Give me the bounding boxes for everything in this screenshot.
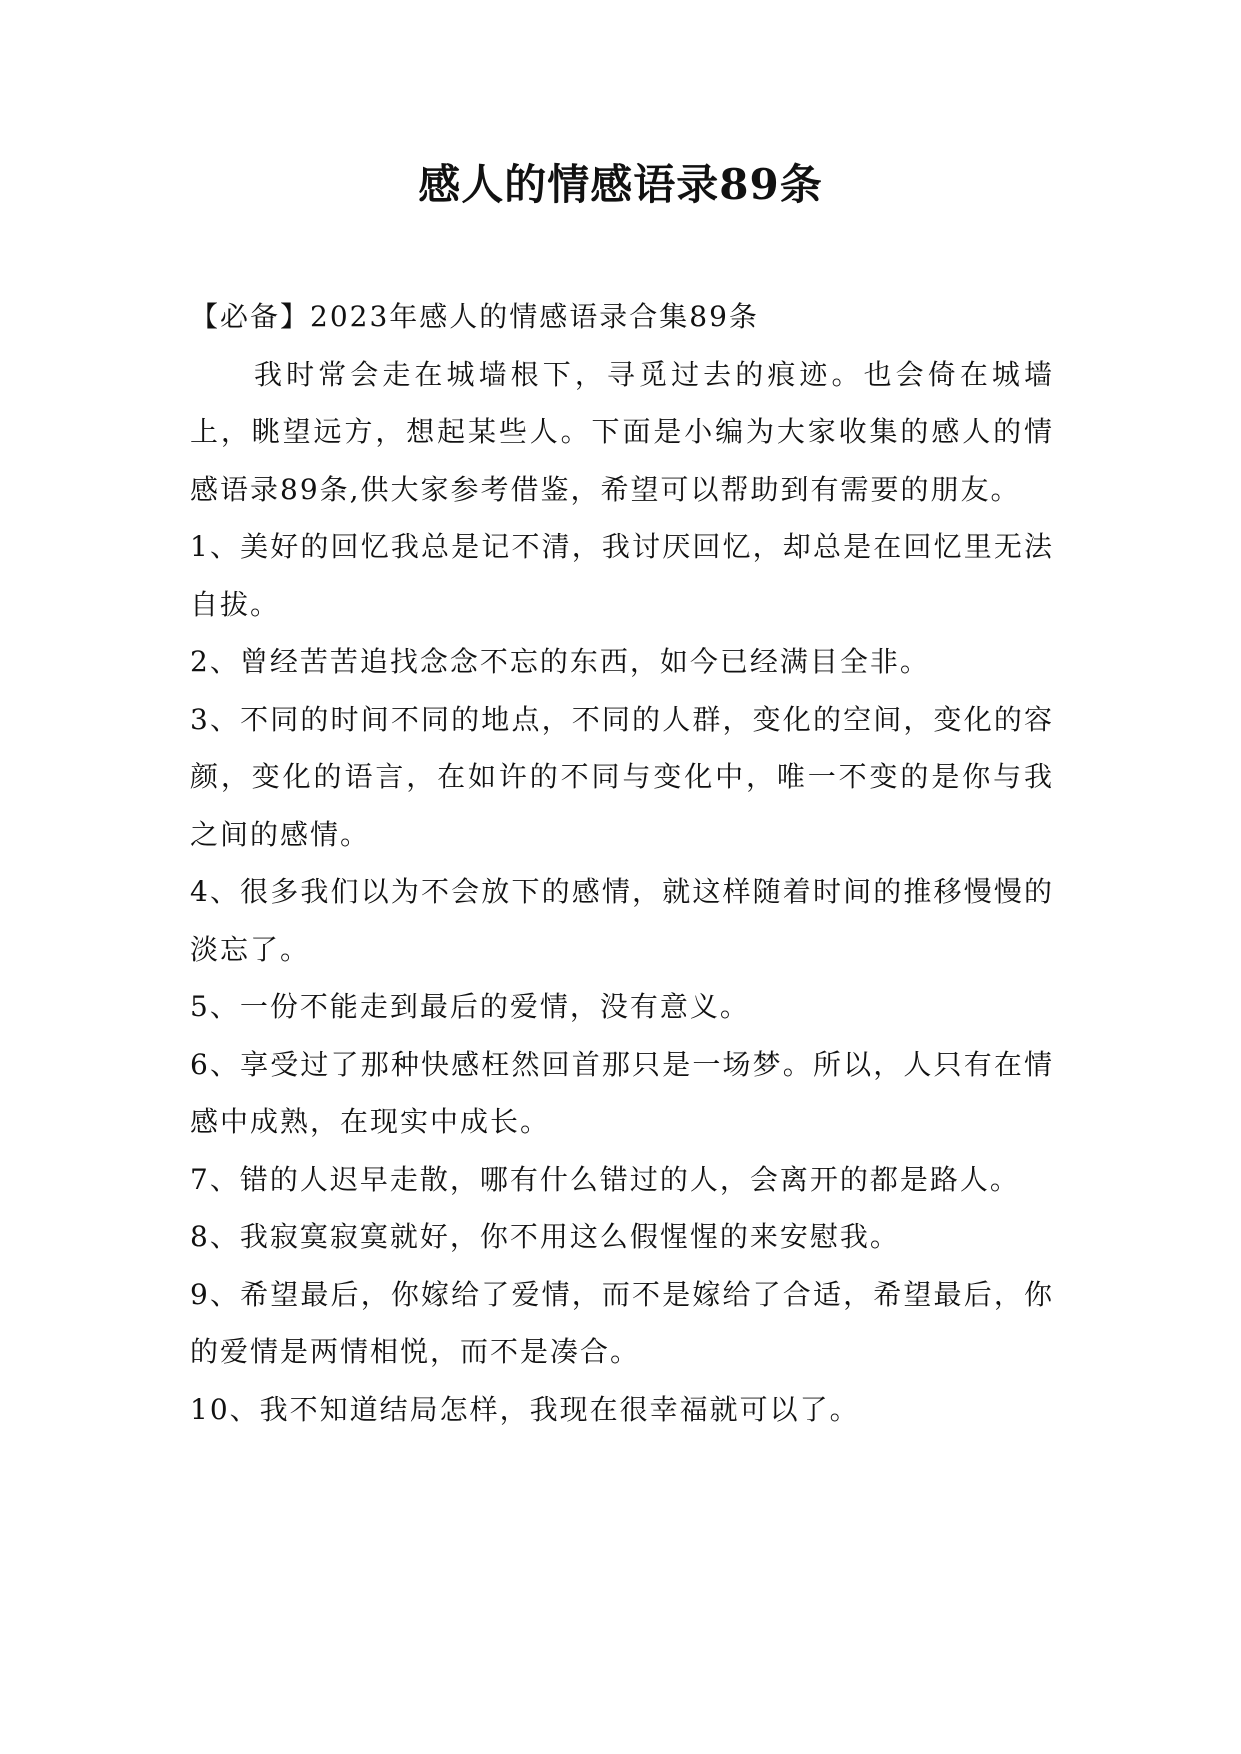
quote-item-7: 7、错的人迟早走散，哪有什么错过的人，会离开的都是路人。 xyxy=(190,1162,1020,1196)
quote-item-8: 8、我寂寞寂寞就好，你不用这么假惺惺的来安慰我。 xyxy=(190,1220,900,1253)
quote-item-1: 1、美好的回忆我总是记不清，我讨厌回忆，却总是在回忆里无法自拔。 xyxy=(190,530,1054,621)
quote-item-2: 2、曾经苦苦追找念念不忘的东西，如今已经满目全非。 xyxy=(190,645,930,678)
quote-item-10: 10、我不知道结局怎样，我现在很幸福就可以了。 xyxy=(190,1392,860,1426)
intro-paragraph: 我时常会走在城墙根下，寻觅过去的痕迹。也会倚在城墙上，眺望远方，想起某些人。下面是小编为大家收集的感人的情感语录89条,供大家参考借鉴，希望可以帮助到有需要的朋友。 xyxy=(190,357,1054,506)
quote-item-3: 3、不同的时间不同的地点，不同的人群，变化的空间，变化的容颜，变化的语言，在如许的不同与变化中，唯一不变的是你与我之间的感情。 xyxy=(190,702,1054,851)
quote-item-5: 5、一份不能走到最后的爱情，没有意义。 xyxy=(190,990,750,1023)
quote-item-4: 4、很多我们以为不会放下的感情，就这样随着时间的推移慢慢的淡忘了。 xyxy=(190,875,1054,966)
document-subtitle: 【必备】2023年感人的情感语录合集89条 xyxy=(190,300,759,333)
quote-item-6: 6、享受过了那种快感枉然回首那只是一场梦。所以，人只有在情感中成熟，在现实中成长。 xyxy=(190,1047,1054,1138)
document-body xyxy=(190,288,1054,1438)
page-title: 感人的情感语录89条 xyxy=(418,160,823,209)
quote-item-9: 9、希望最后，你嫁给了爱情，而不是嫁给了合适，希望最后，你的爱情是两情相悦，而不是凑合。 xyxy=(190,1277,1054,1368)
